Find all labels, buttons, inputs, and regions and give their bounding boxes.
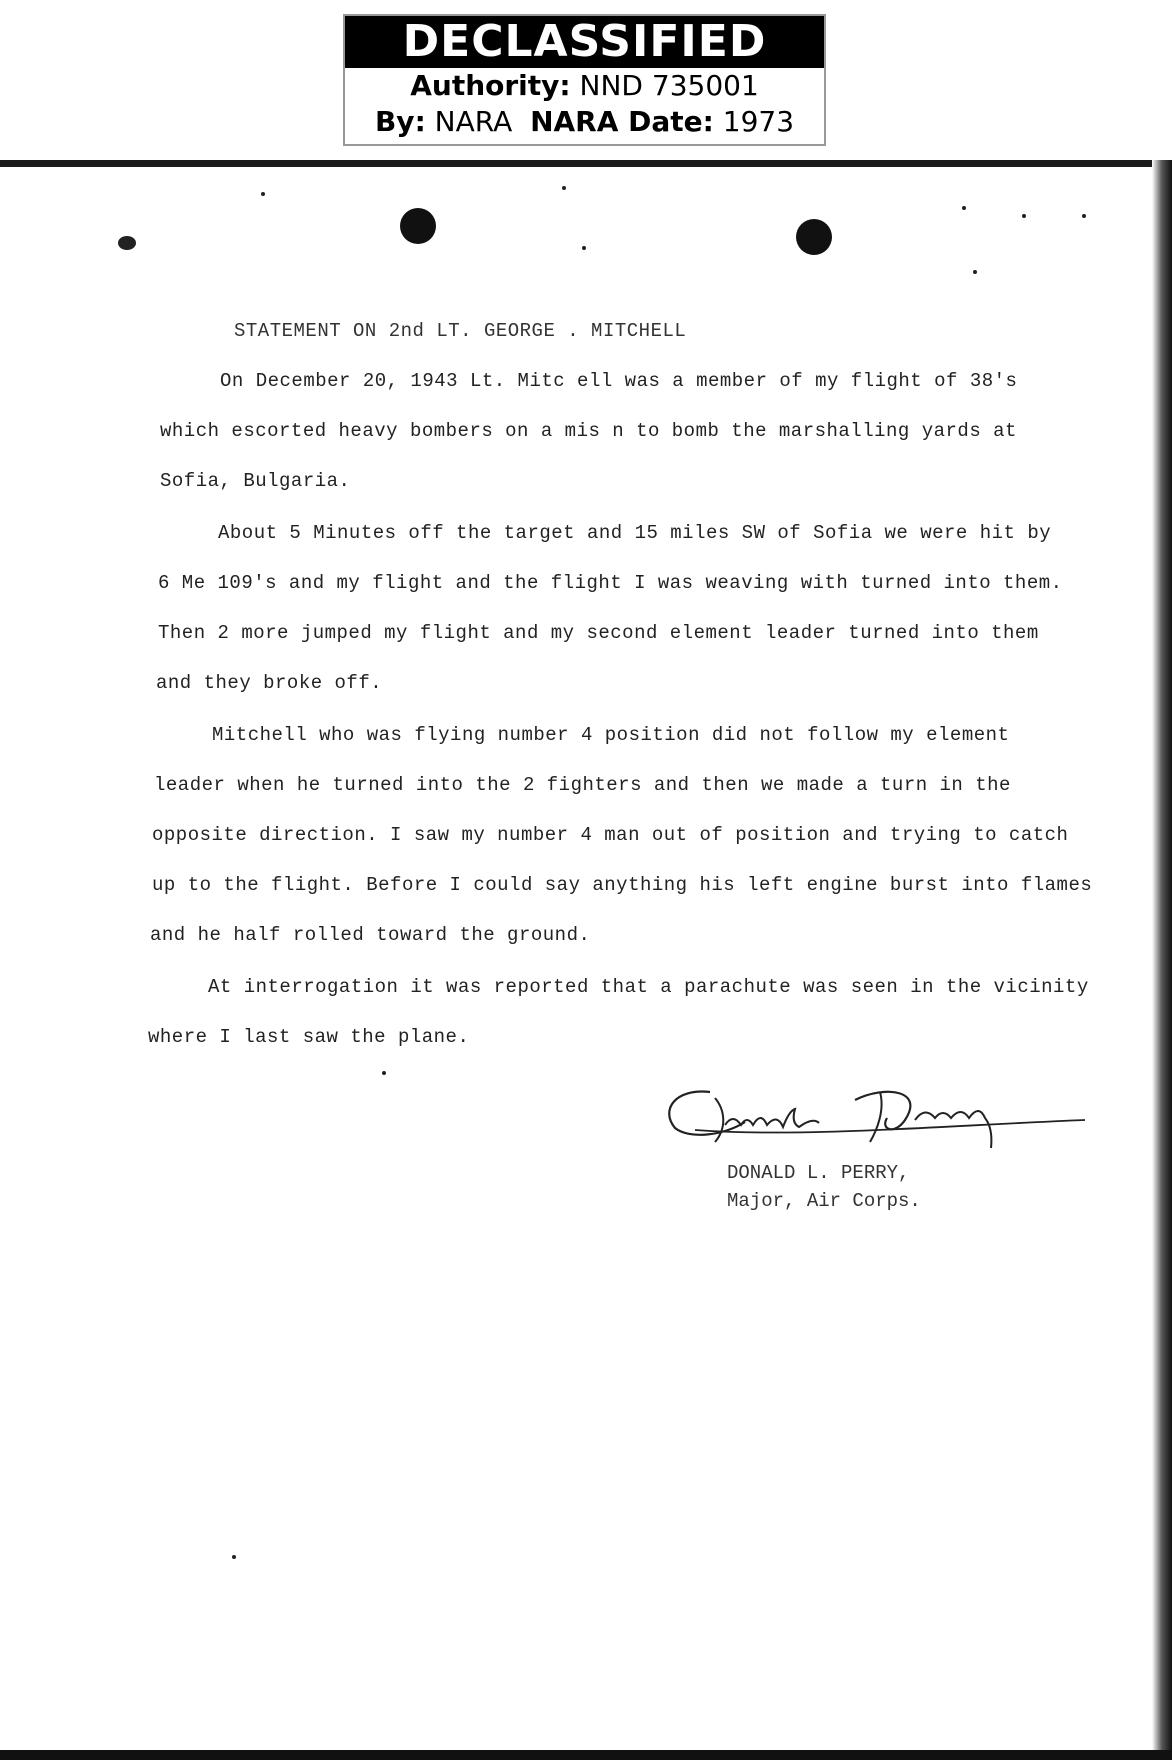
body-line: Sofia, Bulgaria.: [160, 470, 351, 492]
body-line: About 5 Minutes off the target and 15 miles SW of Sofia we were hit by: [218, 522, 1052, 544]
stamp-by-label: By:: [374, 105, 426, 138]
signatory-name: DONALD L. PERRY,: [727, 1162, 910, 1184]
speck: [582, 246, 586, 250]
speck: [261, 192, 265, 196]
page-edge-shadow: [1152, 160, 1172, 1760]
body-line: and he half rolled toward the ground.: [150, 924, 591, 946]
body-line: which escorted heavy bombers on a mis n to bomb the marshalling yards at: [160, 420, 1017, 442]
body-line: opposite direction. I saw my number 4 man out of position and trying to catch: [152, 824, 1069, 846]
body-line: up to the flight. Before I could say anything his left engine burst into flames: [152, 874, 1093, 896]
body-line: and they broke off.: [156, 672, 383, 694]
speck: [1022, 214, 1026, 218]
speck: [232, 1555, 236, 1559]
body-line: On December 20, 1943 Lt. Mitc ell was a member of my flight of 38's: [220, 370, 1018, 392]
body-line: Then 2 more jumped my flight and my second element leader turned into them: [158, 622, 1039, 644]
document-sheet: [0, 160, 1172, 1760]
stamp-date-label: NARA Date:: [530, 105, 714, 138]
speck: [973, 270, 977, 274]
stamp-by-line: [345, 104, 824, 140]
signature-block: [655, 1080, 1095, 1220]
stamp-authority-line: [345, 68, 824, 104]
body-line: At interrogation it was reported that a parachute was seen in the vicinity: [208, 976, 1089, 998]
stamp-date-value: 1973: [722, 105, 795, 138]
body-line: 6 Me 109's and my flight and the flight I was weaving with turned into them.: [158, 572, 1063, 594]
speck: [382, 1071, 386, 1075]
declassified-stamp: [343, 14, 826, 146]
speck: [562, 186, 566, 190]
signatory-rank: Major, Air Corps.: [727, 1190, 921, 1212]
stamp-title: DECLASSIFIED: [345, 16, 824, 68]
page-bottom-edge: [0, 1750, 1172, 1760]
document-title: STATEMENT ON 2nd LT. GEORGE . MITCHELL: [234, 320, 687, 342]
stamp-authority-label: Authority:: [410, 69, 571, 102]
stamp-by-value: NARA: [434, 105, 513, 138]
speck: [962, 206, 966, 210]
body-line: Mitchell who was flying number 4 position did not follow my element: [212, 724, 1010, 746]
stamp-authority-value: NND 735001: [579, 69, 759, 102]
punch-hole: [796, 219, 832, 255]
body-line: where I last saw the plane.: [148, 1026, 470, 1048]
body-line: leader when he turned into the 2 fighters and then we made a turn in the: [154, 774, 1011, 796]
ink-blot: [118, 236, 136, 250]
punch-hole: [400, 208, 436, 244]
handwritten-signature: [655, 1080, 1095, 1160]
speck: [1082, 214, 1086, 218]
